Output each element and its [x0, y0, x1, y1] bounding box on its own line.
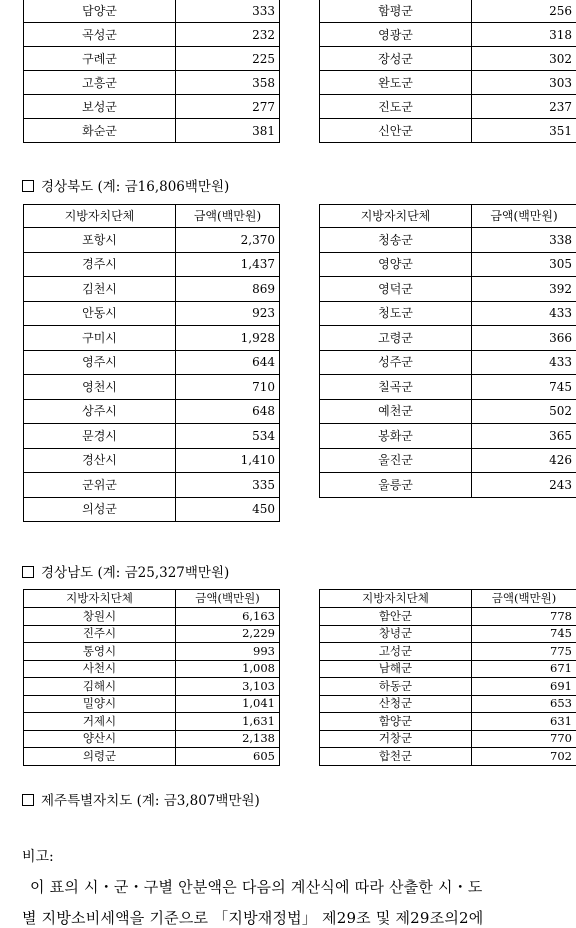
- amount-value: 365: [472, 424, 576, 449]
- municipality-name: 영주시: [24, 350, 176, 375]
- amount-value: 923: [176, 301, 280, 326]
- amount-value: 256: [472, 0, 576, 23]
- amount-value: 232: [176, 23, 280, 47]
- municipality-name: 산청군: [320, 695, 472, 713]
- municipality-name: 창원시: [24, 608, 176, 626]
- municipality-name: 사천시: [24, 660, 176, 678]
- column-header-amount: 금액(백만원): [176, 205, 280, 228]
- table-row: [24, 0, 280, 23]
- municipality-name: 울릉군: [320, 473, 472, 498]
- municipality-name: 예천군: [320, 399, 472, 424]
- municipality-name: 신안군: [320, 119, 472, 143]
- municipality-name: 고성군: [320, 643, 472, 661]
- amount-value: 2,138: [176, 730, 280, 748]
- municipality-name: 의성군: [24, 497, 176, 522]
- amount-value: 1,928: [176, 326, 280, 351]
- amount-value: 3,103: [176, 678, 280, 696]
- table-row: [320, 424, 576, 449]
- amount-value: 1,410: [176, 448, 280, 473]
- municipality-name: 밀양시: [24, 695, 176, 713]
- gyeongbuk-table-left: [23, 204, 280, 522]
- municipality-name: 창녕군: [320, 625, 472, 643]
- table-row: [320, 0, 576, 23]
- table-row: [320, 350, 576, 375]
- municipality-name: 보성군: [24, 95, 176, 119]
- municipality-name: 영광군: [320, 23, 472, 47]
- table-row: [24, 608, 280, 626]
- table-row: [320, 625, 576, 643]
- table-row: [320, 375, 576, 400]
- table-row: [320, 23, 576, 47]
- amount-value: 770: [472, 730, 576, 748]
- municipality-name: 함양군: [320, 713, 472, 731]
- amount-value: 1,041: [176, 695, 280, 713]
- table-row: [24, 695, 280, 713]
- amount-value: 433: [472, 350, 576, 375]
- municipality-name: 의령군: [24, 748, 176, 766]
- municipality-name: 김해시: [24, 678, 176, 696]
- table-row: [320, 748, 576, 766]
- table-row: [24, 277, 280, 302]
- column-header-name: 지방자치단체: [24, 205, 176, 228]
- checkbox-square-icon: [22, 566, 34, 578]
- amount-value: 392: [472, 277, 576, 302]
- amount-value: 305: [472, 252, 576, 277]
- table-row: [320, 47, 576, 71]
- amount-value: 2,370: [176, 228, 280, 253]
- amount-value: 302: [472, 47, 576, 71]
- municipality-name: 군위군: [24, 473, 176, 498]
- amount-value: 653: [472, 695, 576, 713]
- table-row: [24, 301, 280, 326]
- amount-value: 358: [176, 71, 280, 95]
- table-row: [320, 399, 576, 424]
- table-row: [320, 228, 576, 253]
- gyeongnam-section-title: 경상남도 (계: 금25,327백만원): [22, 561, 229, 581]
- municipality-name: 거제시: [24, 713, 176, 731]
- amount-value: 318: [472, 23, 576, 47]
- amount-value: 644: [176, 350, 280, 375]
- table-row: [24, 448, 280, 473]
- table-row: [24, 748, 280, 766]
- amount-value: 303: [472, 71, 576, 95]
- table-row: [24, 678, 280, 696]
- municipality-name: 안동시: [24, 301, 176, 326]
- municipality-name: 김천시: [24, 277, 176, 302]
- amount-value: 243: [472, 473, 576, 498]
- municipality-name: 칠곡군: [320, 375, 472, 400]
- table-row: [24, 730, 280, 748]
- municipality-name: 고령군: [320, 326, 472, 351]
- municipality-name: 하동군: [320, 678, 472, 696]
- municipality-name: 완도군: [320, 71, 472, 95]
- municipality-name: 통영시: [24, 643, 176, 661]
- amount-value: 225: [176, 47, 280, 71]
- amount-value: 2,229: [176, 625, 280, 643]
- table-row: [24, 660, 280, 678]
- municipality-name: 성주군: [320, 350, 472, 375]
- amount-value: 993: [176, 643, 280, 661]
- table-row: [320, 95, 576, 119]
- table-row: [320, 695, 576, 713]
- amount-value: 631: [472, 713, 576, 731]
- column-header-name: 지방자치단체: [320, 205, 472, 228]
- amount-value: 502: [472, 399, 576, 424]
- municipality-name: 구미시: [24, 326, 176, 351]
- municipality-name: 고흥군: [24, 71, 176, 95]
- note-line-2: 별 지방소비세액을 기준으로 「지방재정법」 제29조 및 제29조의2에: [22, 909, 484, 927]
- table-row: [320, 277, 576, 302]
- table-row: [24, 47, 280, 71]
- table-row: [320, 660, 576, 678]
- municipality-name: 포항시: [24, 228, 176, 253]
- table-row: [320, 119, 576, 143]
- municipality-name: 영양군: [320, 252, 472, 277]
- table-row: [24, 375, 280, 400]
- table-row: [24, 473, 280, 498]
- amount-value: 605: [176, 748, 280, 766]
- municipality-name: 거창군: [320, 730, 472, 748]
- amount-value: 366: [472, 326, 576, 351]
- amount-value: 534: [176, 424, 280, 449]
- gyeongbuk-section-title: 경상북도 (계: 금16,806백만원): [22, 175, 229, 195]
- municipality-name: 함평군: [320, 0, 472, 23]
- municipality-name: 함안군: [320, 608, 472, 626]
- table-row: [320, 678, 576, 696]
- amount-value: 778: [472, 608, 576, 626]
- amount-value: 1,631: [176, 713, 280, 731]
- table-row: [24, 625, 280, 643]
- municipality-name: 구례군: [24, 47, 176, 71]
- municipality-name: 봉화군: [320, 424, 472, 449]
- jeonnam-table-left: [23, 0, 280, 143]
- amount-value: 335: [176, 473, 280, 498]
- amount-value: 351: [472, 119, 576, 143]
- checkbox-square-icon: [22, 180, 34, 192]
- amount-value: 691: [472, 678, 576, 696]
- column-header-amount: 금액(백만원): [472, 205, 576, 228]
- table-row: [320, 713, 576, 731]
- table-row: [24, 424, 280, 449]
- table-row: [24, 399, 280, 424]
- table-row: [320, 730, 576, 748]
- column-header-amount: 금액(백만원): [176, 590, 280, 608]
- table-row: [24, 23, 280, 47]
- amount-value: 277: [176, 95, 280, 119]
- amount-value: 710: [176, 375, 280, 400]
- jeju-section-title: 제주특별자치도 (계: 금3,807백만원): [22, 789, 260, 809]
- column-header-name: 지방자치단체: [24, 590, 176, 608]
- table-row: [24, 350, 280, 375]
- table-row: [320, 301, 576, 326]
- table-row: [24, 713, 280, 731]
- amount-value: 433: [472, 301, 576, 326]
- amount-value: 1,008: [176, 660, 280, 678]
- amount-value: 1,437: [176, 252, 280, 277]
- municipality-name: 영천시: [24, 375, 176, 400]
- table-row: [24, 228, 280, 253]
- municipality-name: 장성군: [320, 47, 472, 71]
- table-row: [320, 473, 576, 498]
- note-line-1: 이 표의 시・군・구별 안분액은 다음의 계산식에 따라 산출한 시・도: [30, 878, 483, 896]
- table-row: [24, 95, 280, 119]
- column-header-amount: 금액(백만원): [472, 590, 576, 608]
- municipality-name: 청도군: [320, 301, 472, 326]
- jeonnam-table-right: [319, 0, 576, 143]
- table-row: [24, 326, 280, 351]
- amount-value: 381: [176, 119, 280, 143]
- table-row: [24, 643, 280, 661]
- municipality-name: 남해군: [320, 660, 472, 678]
- amount-value: 333: [176, 0, 280, 23]
- table-row: [320, 71, 576, 95]
- table-row: [320, 252, 576, 277]
- amount-value: 775: [472, 643, 576, 661]
- municipality-name: 곡성군: [24, 23, 176, 47]
- amount-value: 869: [176, 277, 280, 302]
- municipality-name: 진주시: [24, 625, 176, 643]
- municipality-name: 경산시: [24, 448, 176, 473]
- municipality-name: 담양군: [24, 0, 176, 23]
- municipality-name: 화순군: [24, 119, 176, 143]
- checkbox-square-icon: [22, 794, 34, 806]
- amount-value: 338: [472, 228, 576, 253]
- municipality-name: 청송군: [320, 228, 472, 253]
- column-header-name: 지방자치단체: [320, 590, 472, 608]
- municipality-name: 문경시: [24, 424, 176, 449]
- amount-value: 745: [472, 375, 576, 400]
- table-row: [24, 71, 280, 95]
- table-row: [24, 119, 280, 143]
- municipality-name: 합천군: [320, 748, 472, 766]
- amount-value: 671: [472, 660, 576, 678]
- municipality-name: 영덕군: [320, 277, 472, 302]
- municipality-name: 울진군: [320, 448, 472, 473]
- amount-value: 450: [176, 497, 280, 522]
- note-title: 비고:: [22, 849, 54, 865]
- municipality-name: 상주시: [24, 399, 176, 424]
- municipality-name: 양산시: [24, 730, 176, 748]
- municipality-name: 진도군: [320, 95, 472, 119]
- gyeongnam-table-left: [23, 589, 280, 766]
- gyeongbuk-table-right: [319, 204, 576, 498]
- amount-value: 745: [472, 625, 576, 643]
- amount-value: 702: [472, 748, 576, 766]
- municipality-name: 경주시: [24, 252, 176, 277]
- amount-value: 648: [176, 399, 280, 424]
- table-row: [320, 326, 576, 351]
- table-row: [24, 497, 280, 522]
- table-row: [24, 252, 280, 277]
- table-row: [320, 608, 576, 626]
- table-row: [320, 643, 576, 661]
- amount-value: 237: [472, 95, 576, 119]
- table-row: [320, 448, 576, 473]
- amount-value: 426: [472, 448, 576, 473]
- amount-value: 6,163: [176, 608, 280, 626]
- gyeongnam-table-right: [319, 589, 576, 766]
